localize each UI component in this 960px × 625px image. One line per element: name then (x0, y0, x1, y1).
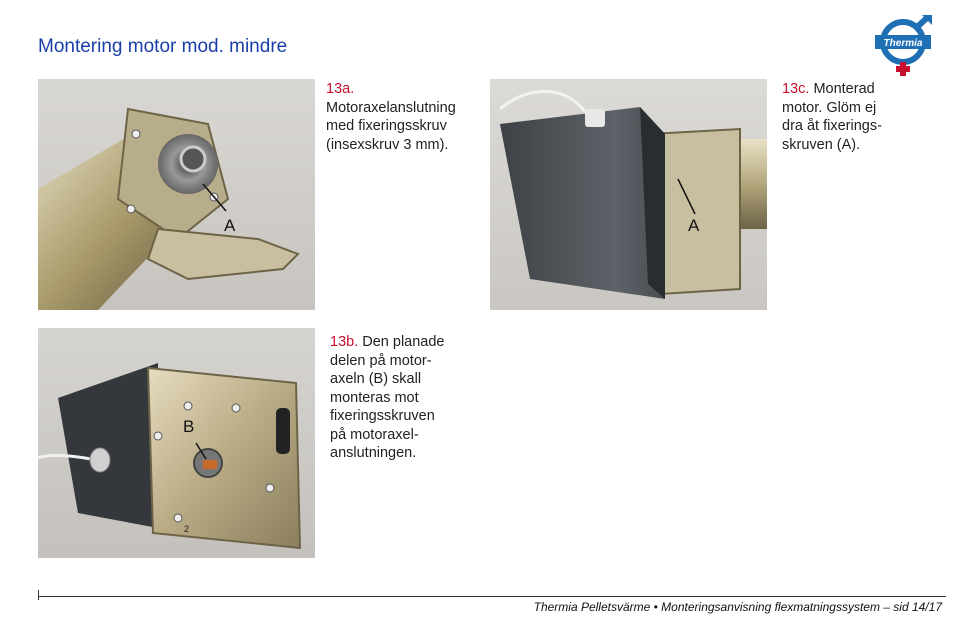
page-title: Montering motor mod. mindre (38, 36, 288, 57)
caption-13b (330, 333, 490, 463)
photo-mounted-motor (490, 79, 767, 310)
caption-13a (326, 80, 486, 154)
caption-13b-first-line: Den planade (358, 334, 445, 350)
step-number-13c: 13c. (782, 81, 810, 97)
caption-13b-line: monteras mot (330, 389, 419, 406)
footer-rule-tick (38, 590, 39, 600)
footer-rule (38, 596, 946, 597)
caption-13c-first-line: Monterad (809, 81, 875, 97)
caption-13b-line: fixeringsskruven (330, 408, 435, 424)
photo-motor-shaft-connection (38, 79, 315, 310)
caption-13b-line: axeln (B) skall (330, 371, 422, 387)
marker-a-13a: A (224, 216, 236, 235)
caption-13c (782, 80, 952, 154)
caption-13c-line: motor. Glöm ej (782, 99, 877, 116)
photo-small-mark: 2 (184, 524, 190, 534)
caption-13b-line: på motoraxel- (330, 426, 419, 443)
caption-13a-line: med fixeringsskruv (326, 118, 447, 134)
photo-motor-shaft-flat (38, 328, 315, 558)
svg-text:Thermia: Thermia (883, 38, 923, 49)
marker-b-13b: B (183, 417, 195, 436)
caption-13a-line: Motoraxelanslutning (326, 99, 456, 116)
caption-13b-line: delen på motor- (330, 352, 432, 369)
marker-a-13c: A (688, 216, 700, 235)
page-footer: Thermia Pelletsvärme • Monteringsanvisning flexmatningssystem – sid 14/17 (533, 600, 942, 614)
caption-13c-line: skruven (A). (782, 136, 861, 153)
step-number-13b: 13b. (330, 334, 359, 350)
caption-13a-line: (insexskruv 3 mm). (326, 136, 449, 153)
caption-13b-line: anslutningen. (330, 445, 417, 461)
step-number-13a: 13a. (326, 81, 355, 97)
caption-13c-line: dra åt fixerings- (782, 118, 882, 134)
thermia-logo (872, 14, 934, 78)
